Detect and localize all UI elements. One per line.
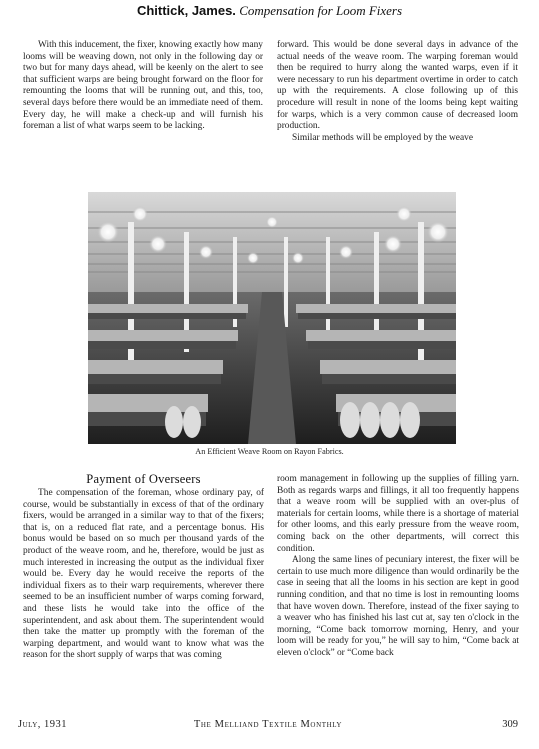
section-heading: Payment of Overseers [86, 472, 201, 486]
column-bottom-right [277, 474, 519, 660]
paragraph: forward. This would be done several days in advance of the actual needs of the weave room. The warping foreman would then be required to hurry along the wanted warps, even if it were necessary to run his department overtime in order to catch up with the requirements. A close following up of this procedure will result in none of the looms being kept waiting for warps, which is a very common cause of decreased loom production. [277, 40, 518, 132]
article-author: Chittick, James. [136, 3, 236, 18]
article-title: Compensation for Loom Fixers [239, 3, 403, 18]
paragraph: Similar methods will be employed by the weave [292, 132, 473, 143]
weave-room-photograph [88, 192, 456, 444]
page-number: 309 [502, 719, 518, 730]
paragraph: room management in following up the supplies of filling yarn. Both as regards warps and fillings, it all too frequently happens that a weave room will be supplied with an over-plus of materials for certain looms, while there is a shortage of material for other looms, and this early pressure from the weave room, coming back on the other departments, will correct this condition. [277, 474, 519, 554]
column-top-right [277, 40, 518, 144]
paragraph: The compensation of the foreman, whose ordinary pay, of course, would be substantially in excess of that of the ordinary fixers, would be arranged in a similar way to that of the fixers; that is, on a reduced flat rate, and a percentage bonus. His bonus would be based on so much per thousand yards of the product of the weave room, and he, therefore, would be just as much interested in increasing the output as the individual fixer would be. Every day he would receive the reports of the individual fixers as to their warp requirements, wherever there seemed to be an insufficient number of warps coming forward, and these lists he would take into the office of the superintendent, and ask about them. The superintendent would then take the matter up promptly with the foreman of the warping department, and would want to know what was the reason for the short supply of warps that was coming [23, 488, 264, 661]
column-top-left [23, 40, 263, 133]
paragraph: With this inducement, the fixer, knowing exactly how many looms will be weaving down, not only in the following day or two but for many days ahead, will be keenly on the alert to see that sufficient warps are being brought forward on the floor for remounting the looms that will be running out, and this, too, several days before there would be an immediate need of them. Every day, he will make a check-up and will furnish his foreman a list of what warps seem to be lacking. [23, 40, 263, 132]
photo-illustration [88, 192, 456, 444]
figure-caption: An Efficient Weave Room on Rayon Fabrics. [195, 447, 344, 456]
issue-date: July, 1931 [18, 719, 68, 730]
paragraph: Along the same lines of pecuniary interest, the fixer will be certain to use much more diligence than would ordinarily be the case in seeing that all the looms in his section are kept in good running condition, and that no time is lost in remounting looms that have woven down. Therefore, instead of the fixer saying to a weaver who has finished his last cut at, say ten o'clock in the morning, “Come back tomorrow morning, Henry, and your loom will be ready for you,” he will say to him, “Come back at eleven o'clock” or “Come back [277, 555, 519, 658]
page-footer [18, 718, 518, 732]
column-bottom-left [23, 471, 264, 662]
running-head [0, 3, 539, 19]
magazine-name: The Melliand Textile Monthly [193, 719, 343, 730]
